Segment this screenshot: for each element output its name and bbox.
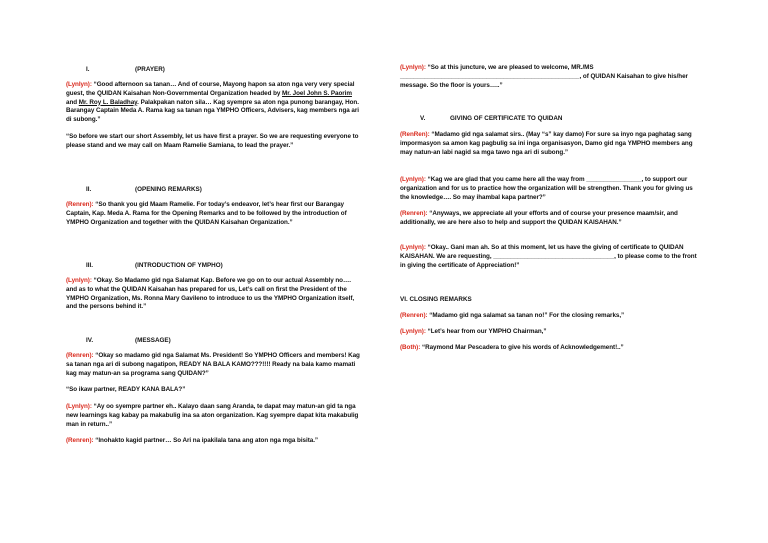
guest-name: Mr. Joel John S. Paorim <box>282 89 352 97</box>
paragraph: (Lynlyn): “Okay.. Gani man ah. So at this moment, let us have the giving of certificate to QUIDAN KAISAHAN. We are requesting, ___________________________________, to please come to the front in giving the certificate of Appreciation!” <box>400 244 697 269</box>
speaker-label: (Renren): <box>400 312 428 319</box>
speaker-label: (RenRen): <box>400 131 430 138</box>
section-number: V. <box>420 115 426 122</box>
speaker-label: (Both): <box>400 344 421 351</box>
paragraph: (Renren): “Anyways, we appreciate all your efforts and of course your presence maam/sir, and additionally, we are here also to help and support the QUIDAN KAISAHAN.” <box>400 210 678 226</box>
fill-blank: ___________________________________ <box>493 252 615 260</box>
paragraph: (Lynlyn): “Kag we are glad that you came here all the way from ________________, to support our organization and for us to practice how the organization will be strengthen. Thank you for giving us the knowledge…. So may ihambal kapa partner?” <box>400 176 693 201</box>
paragraph: (Renren): “Madamo gid nga salamat sa tanan no!” For the closing remarks,” <box>400 312 625 319</box>
paragraph: (Lynlyn): “So at this juncture, we are pleased to welcome, MR./MS ____________________________________________________, of QUIDAN Kaisahan to give his/her message. So the floor is yours…..” <box>400 64 688 89</box>
speaker-label: (Lynlyn): <box>66 403 92 410</box>
section-number: I. <box>86 66 90 73</box>
speaker-label: (Lynlyn): <box>400 176 426 183</box>
paragraph: “So before we start our short Assembly, let us have first a prayer. So we are requesting everyone to please stand and we may call on Maam Ramelie Samiana, to lead the prayer.” <box>66 133 359 149</box>
section-heading: VI. CLOSING REMARKS <box>400 296 472 303</box>
speaker-label: (Lynlyn): <box>400 244 426 251</box>
paragraph: (Lynlyn): “Let’s hear from our YMPHO Chairman,” <box>400 328 547 335</box>
section-title: (PRAYER) <box>135 66 165 73</box>
section-number: II. <box>86 186 92 193</box>
paragraph: (Lynlyn): “Good afternoon sa tanan… And of course, Mayong hapon sa aton nga very very special guest, the QUIDAN Kaisahan Non-Governmental Organization headed by Mr. Joel John S. Paorim and Mr. Roy L. Baladhay. Palakpakan naton sila… Kag syempre sa aton nga punong barangay, Hon. Barangay Captain Meda A. Rama kag sa tanan nga YMPHO Officers, Advisers, kag members nga ari di subong.” <box>66 81 359 124</box>
fill-blank: ____________________________________________________ <box>400 72 580 80</box>
speaker-label: (Renren): <box>66 437 94 444</box>
guest-name: Mr. Roy L. Baladhay <box>78 98 138 106</box>
fill-blank: ________________ <box>586 176 642 183</box>
speaker-label: (Lynlyn): <box>400 328 426 335</box>
section-number: III. <box>86 262 93 269</box>
paragraph: (Lynlyn): “Ay oo syempre partner eh.. Kalayo daan sang Aranda, te dapat may matun-an gid ta nga new learnings kag kabay pa makabulig ina sa aton organization. Kag syempre dapat kita makabulig man in return..” <box>66 403 359 428</box>
speaker-label: (Renren): <box>66 201 94 208</box>
speaker-label: (Lynlyn): <box>400 64 426 71</box>
paragraph: (Lynlyn): “Okay. So Madamo gid nga Salamat Kap. Before we go on to our actual Assembly no…. and as to what the QUIDAN Kaisahan has prepared for us, Let’s call on first the President of the YMPHO Organization, Ms. Ronna Mary Gavileno to introduce to us the YMPHO Organization itself, and the persons behind it.” <box>66 277 355 311</box>
paragraph: “So ikaw partner, READY KANA BALA?” <box>66 386 186 393</box>
speaker-label: (Lynlyn): <box>66 81 92 88</box>
section-number: IV. <box>86 337 94 344</box>
speaker-label: (Renren): <box>400 210 428 217</box>
paragraph: (Renren): “So thank you gid Maam Ramelie. For today’s endeavor, let’s hear first our Barangay Captain, Kap. Meda A. Rama for the Opening Remarks and to be followed by the introduction of YMPHO Organization and together with the QUIDAN Kaisahan Organization.” <box>66 201 347 226</box>
section-title: GIVING OF CERTIFICATE TO QUIDAN <box>450 115 563 122</box>
paragraph: (Renren): “Okay so madamo gid nga Salamat Ms. President! So YMPHO Officers and members! Kag sa tanan nga ari di subong nagatipon, READY NA BALA KAMO???!!!! Ready na bala kamo mamati kag may matun-an sa programa sang QUIDAN?” <box>66 352 360 377</box>
speaker-label: (Renren): <box>66 352 94 359</box>
section-title: (OPENING REMARKS) <box>135 186 202 193</box>
paragraph: (Renren): “Inohakto kagid partner… So Ari na ipakilala tana ang aton nga mga bisita.” <box>66 437 318 444</box>
section-title: (INTRODUCTION OF YMPHO) <box>135 262 223 269</box>
section-title: (MESSAGE) <box>135 337 171 344</box>
speaker-label: (Lynlyn): <box>66 277 92 284</box>
paragraph: (RenRen): “Madamo gid nga salamat sirs.. (May “s” kay damo) For sure sa inyo nga paghatag sang impormasyon sa amon kag pagbulig sa ini inga organisasyon, Damo gid nga YMPHO members ang may natun-an labi nagid sa mga tawo nga ari di subong.” <box>400 131 693 156</box>
paragraph: (Both): “Raymond Mar Pescadera to give his words of Acknowledgement!..” <box>400 344 624 351</box>
